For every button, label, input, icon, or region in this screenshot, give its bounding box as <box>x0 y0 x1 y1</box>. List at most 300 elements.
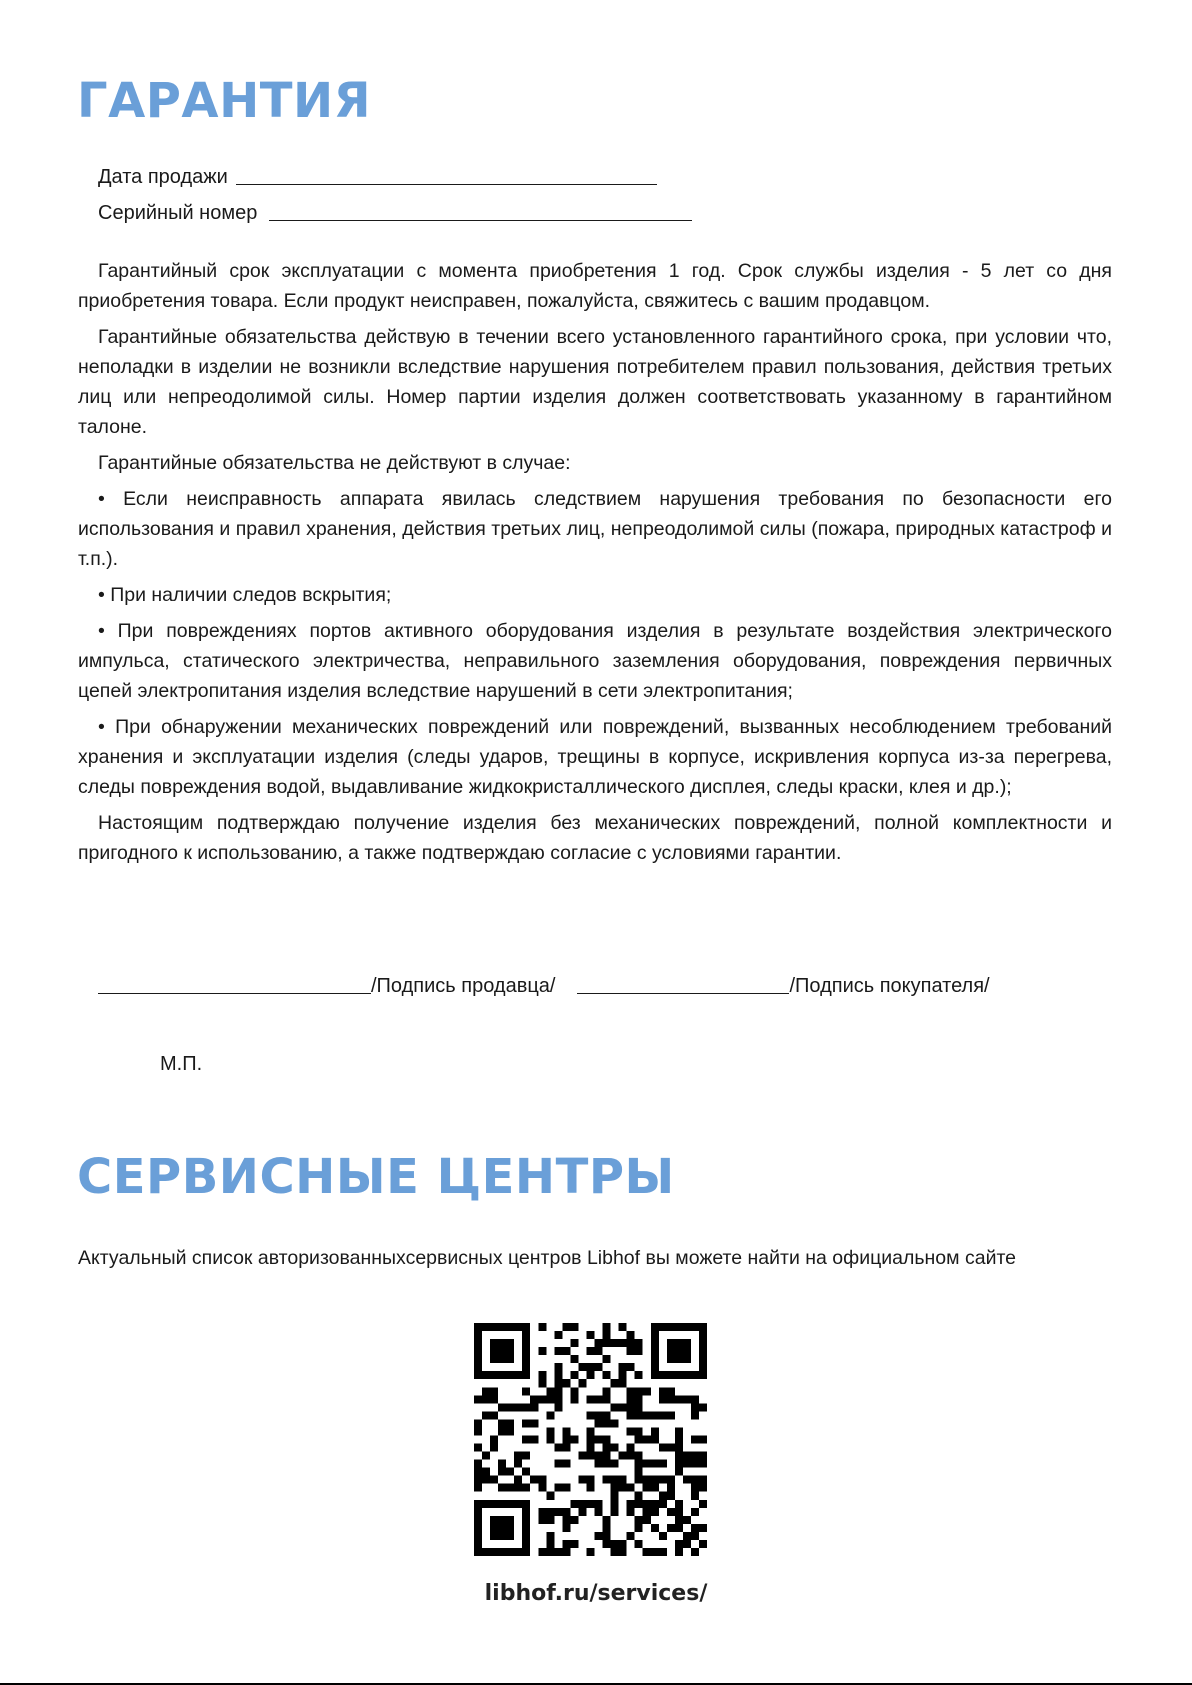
qr-module <box>562 1516 570 1524</box>
qr-module <box>522 1347 530 1355</box>
qr-module <box>595 1532 603 1540</box>
qr-module <box>514 1403 522 1411</box>
qr-module <box>554 1460 562 1468</box>
qr-module <box>603 1516 611 1524</box>
qr-module <box>482 1500 490 1508</box>
qr-module <box>506 1347 514 1355</box>
qr-module <box>635 1468 643 1476</box>
qr-module <box>667 1323 675 1331</box>
qr-module <box>506 1355 514 1363</box>
qr-module <box>562 1379 570 1387</box>
qr-module <box>683 1476 691 1484</box>
qr-module <box>538 1323 546 1331</box>
qr-module <box>490 1435 498 1443</box>
qr-module <box>651 1363 659 1371</box>
qr-module <box>699 1339 707 1347</box>
qr-module <box>595 1419 603 1427</box>
qr-module <box>522 1468 530 1476</box>
warranty-exclusion-item: • При повреждениях портов активного оборудования изделия в результате воздействия электрического импульса, статического электричества, неправильного заземления оборудования, повреждения первичных цепей электропитания изделия вследствие нарушений в сети электропитания; <box>78 620 1112 702</box>
qr-module <box>659 1411 667 1419</box>
qr-module <box>667 1355 675 1363</box>
qr-module <box>635 1403 643 1411</box>
qr-module <box>554 1403 562 1411</box>
qr-module <box>699 1371 707 1379</box>
qr-module <box>586 1435 594 1443</box>
qr-module <box>619 1339 627 1347</box>
qr-module <box>691 1395 699 1403</box>
qr-module <box>699 1331 707 1339</box>
qr-module <box>498 1403 506 1411</box>
qr-module <box>659 1444 667 1452</box>
qr-module <box>675 1452 683 1460</box>
qr-module <box>635 1371 643 1379</box>
qr-module <box>627 1452 635 1460</box>
qr-module <box>546 1427 554 1435</box>
qr-module <box>595 1500 603 1508</box>
qr-module <box>586 1411 594 1419</box>
qr-module <box>474 1524 482 1532</box>
qr-module <box>586 1331 594 1339</box>
qr-module <box>490 1395 498 1403</box>
seller-signature-label: /Подпись продавца/ <box>371 975 556 997</box>
qr-module <box>611 1508 619 1516</box>
qr-module <box>627 1532 635 1540</box>
qr-module <box>651 1347 659 1355</box>
qr-module <box>474 1355 482 1363</box>
qr-module <box>546 1548 554 1556</box>
qr-module <box>611 1492 619 1500</box>
qr-module <box>554 1444 562 1452</box>
qr-module <box>643 1387 651 1395</box>
qr-module <box>490 1323 498 1331</box>
qr-module <box>603 1460 611 1468</box>
qr-module <box>498 1460 506 1468</box>
qr-module <box>546 1492 554 1500</box>
qr-module <box>514 1548 522 1556</box>
qr-module <box>635 1411 643 1419</box>
qr-module <box>498 1484 506 1492</box>
qr-module <box>699 1460 707 1468</box>
qr-module <box>699 1347 707 1355</box>
qr-module <box>699 1355 707 1363</box>
qr-module <box>498 1323 506 1331</box>
qr-module <box>514 1500 522 1508</box>
serial-number-label: Серийный номер <box>98 202 258 224</box>
qr-module <box>482 1548 490 1556</box>
qr-module <box>522 1548 530 1556</box>
qr-module <box>474 1516 482 1524</box>
qr-module <box>554 1387 562 1395</box>
qr-module <box>651 1355 659 1363</box>
qr-module <box>683 1452 691 1460</box>
qr-module <box>619 1540 627 1548</box>
qr-module <box>603 1323 611 1331</box>
qr-module <box>554 1331 562 1339</box>
qr-module <box>522 1363 530 1371</box>
warranty-paragraph: Гарантийные обязательства не действуют в случае: <box>98 452 571 474</box>
qr-module <box>506 1371 514 1379</box>
qr-module <box>490 1347 498 1355</box>
qr-module <box>643 1435 651 1443</box>
qr-module <box>530 1403 538 1411</box>
qr-module <box>667 1387 675 1395</box>
qr-module <box>474 1444 482 1452</box>
qr-module <box>699 1323 707 1331</box>
sale-date-field <box>98 167 657 187</box>
qr-module <box>498 1548 506 1556</box>
qr-module <box>619 1548 627 1556</box>
qr-module <box>554 1395 562 1403</box>
qr-module <box>586 1444 594 1452</box>
qr-module <box>651 1484 659 1492</box>
qr-module <box>627 1387 635 1395</box>
qr-module <box>522 1371 530 1379</box>
qr-module <box>595 1347 603 1355</box>
qr-module <box>659 1492 667 1500</box>
qr-module <box>554 1371 562 1379</box>
service-url: libhof.ru/services/ <box>484 1581 708 1606</box>
sale-date-line <box>236 183 657 185</box>
qr-module <box>554 1508 562 1516</box>
qr-module <box>562 1435 570 1443</box>
qr-module <box>667 1395 675 1403</box>
qr-module <box>562 1508 570 1516</box>
qr-module <box>538 1395 546 1403</box>
qr-module <box>619 1403 627 1411</box>
qr-module <box>562 1460 570 1468</box>
qr-module <box>651 1548 659 1556</box>
qr-module <box>691 1323 699 1331</box>
qr-module <box>651 1411 659 1419</box>
qr-module <box>675 1323 683 1331</box>
qr-module <box>474 1339 482 1347</box>
service-centers-text: Актуальный список авторизованныхсервисных центров Libhof вы можете найти на официальном сайте <box>78 1247 1017 1269</box>
qr-module <box>611 1484 619 1492</box>
qr-module <box>675 1524 683 1532</box>
qr-module <box>611 1500 619 1508</box>
qr-module <box>683 1347 691 1355</box>
qr-module <box>538 1371 546 1379</box>
qr-module <box>667 1476 675 1484</box>
qr-module <box>546 1532 554 1540</box>
qr-module <box>683 1323 691 1331</box>
qr-module <box>586 1395 594 1403</box>
qr-module <box>570 1355 578 1363</box>
qr-module <box>554 1548 562 1556</box>
qr-module <box>643 1411 651 1419</box>
qr-module <box>651 1476 659 1484</box>
qr-module <box>490 1500 498 1508</box>
qr-module <box>474 1476 482 1484</box>
qr-module <box>530 1476 538 1484</box>
qr-module <box>643 1548 651 1556</box>
qr-module <box>498 1532 506 1540</box>
qr-module <box>482 1371 490 1379</box>
qr-module <box>627 1427 635 1435</box>
qr-module <box>691 1476 699 1484</box>
qr-module <box>603 1524 611 1532</box>
qr-module <box>611 1339 619 1347</box>
qr-module <box>611 1476 619 1484</box>
warranty-exclusion-item: • При обнаружении механических повреждений или повреждений, вызванных несоблюдением требований хранения и эксплуатации изделия (следы ударов, трещины в корпусе, искривления корпуса из-за перегрева, следы повреждения водой, выдавливание жидкокристаллического дисплея, следы краски, клея и др.); <box>78 716 1112 798</box>
qr-module <box>627 1484 635 1492</box>
qr-module <box>474 1331 482 1339</box>
qr-module <box>578 1379 586 1387</box>
qr-module <box>474 1347 482 1355</box>
qr-module <box>498 1347 506 1355</box>
qr-module <box>498 1524 506 1532</box>
qr-module <box>675 1508 683 1516</box>
qr-module <box>546 1411 554 1419</box>
qr-module <box>659 1323 667 1331</box>
qr-module <box>651 1508 659 1516</box>
qr-module <box>482 1395 490 1403</box>
qr-module <box>506 1484 514 1492</box>
qr-module <box>506 1339 514 1347</box>
qr-module <box>522 1355 530 1363</box>
qr-module <box>667 1347 675 1355</box>
qr-module <box>586 1347 594 1355</box>
qr-module <box>603 1411 611 1419</box>
qr-module <box>627 1339 635 1347</box>
qr-module <box>490 1387 498 1395</box>
qr-module <box>474 1460 482 1468</box>
qr-module <box>522 1484 530 1492</box>
qr-module <box>675 1540 683 1548</box>
qr-module <box>643 1508 651 1516</box>
qr-module <box>578 1452 586 1460</box>
qr-module <box>498 1339 506 1347</box>
qr-module <box>627 1444 635 1452</box>
qr-module <box>635 1492 643 1500</box>
qr-module <box>498 1500 506 1508</box>
qr-module <box>699 1452 707 1460</box>
qr-module <box>675 1395 683 1403</box>
qr-module <box>627 1508 635 1516</box>
qr-module <box>474 1500 482 1508</box>
qr-module <box>530 1435 538 1443</box>
qr-module <box>643 1516 651 1524</box>
qr-module <box>643 1484 651 1492</box>
qr-module <box>538 1476 546 1484</box>
qr-module <box>651 1339 659 1347</box>
qr-module <box>627 1363 635 1371</box>
serial-number-field <box>98 203 692 223</box>
qr-module <box>562 1444 570 1452</box>
qr-module <box>659 1476 667 1484</box>
qr-module <box>546 1516 554 1524</box>
qr-module <box>562 1347 570 1355</box>
service-centers-title: СЕРВИСНЫЕ ЦЕНТРЫ <box>77 1149 675 1205</box>
qr-module <box>627 1500 635 1508</box>
qr-module <box>667 1371 675 1379</box>
qr-module <box>546 1435 554 1443</box>
qr-module <box>659 1548 667 1556</box>
qr-module <box>635 1395 643 1403</box>
qr-module <box>691 1452 699 1460</box>
qr-module <box>667 1492 675 1500</box>
qr-module <box>522 1452 530 1460</box>
qr-module <box>474 1395 482 1403</box>
qr-module <box>651 1371 659 1379</box>
qr-module <box>586 1548 594 1556</box>
qr-module <box>675 1355 683 1363</box>
qr-module <box>635 1500 643 1508</box>
qr-module <box>474 1323 482 1331</box>
qr-module <box>482 1387 490 1395</box>
qr-module <box>570 1435 578 1443</box>
qr-module <box>474 1484 482 1492</box>
qr-module <box>578 1363 586 1371</box>
warranty-confirmation: Настоящим подтверждаю получение изделия без механических повреждений, полной комплектности и пригодного к использованию, а также подтверждаю согласие с условиями гарантии. <box>78 812 1112 864</box>
qr-module <box>522 1540 530 1548</box>
qr-module <box>659 1460 667 1468</box>
qr-module <box>635 1460 643 1468</box>
qr-module <box>506 1427 514 1435</box>
qr-module <box>474 1427 482 1435</box>
qr-module <box>474 1508 482 1516</box>
qr-module <box>683 1460 691 1468</box>
qr-module <box>675 1500 683 1508</box>
qr-module <box>490 1339 498 1347</box>
qr-module <box>482 1411 490 1419</box>
qr-module <box>667 1339 675 1347</box>
qr-module <box>498 1355 506 1363</box>
qr-module <box>538 1484 546 1492</box>
qr-module <box>586 1484 594 1492</box>
qr-module <box>498 1427 506 1435</box>
qr-module <box>699 1363 707 1371</box>
qr-module <box>506 1419 514 1427</box>
qr-module <box>675 1347 683 1355</box>
qr-module <box>490 1532 498 1540</box>
qr-module <box>522 1508 530 1516</box>
qr-module <box>691 1548 699 1556</box>
qr-module <box>538 1508 546 1516</box>
qr-module <box>522 1524 530 1532</box>
qr-module <box>635 1524 643 1532</box>
qr-module <box>506 1403 514 1411</box>
warranty-exclusion-item: • Если неисправность аппарата явилась следствием нарушения требования по безопасности его использования и правил хранения, действия третьих лиц, непреодолимой силы (пожара, природных катастроф и т.п.). <box>78 488 1112 570</box>
qr-module <box>506 1468 514 1476</box>
qr-module <box>546 1395 554 1403</box>
qr-module <box>699 1435 707 1443</box>
qr-module <box>474 1540 482 1548</box>
qr-module <box>619 1363 627 1371</box>
qr-module <box>675 1435 683 1443</box>
qr-module <box>595 1363 603 1371</box>
qr-module <box>603 1331 611 1339</box>
qr-module <box>683 1371 691 1379</box>
qr-module <box>699 1484 707 1492</box>
qr-module <box>562 1484 570 1492</box>
qr-module <box>667 1411 675 1419</box>
qr-module <box>490 1516 498 1524</box>
qr-module <box>651 1435 659 1443</box>
qr-module <box>538 1379 546 1387</box>
qr-module <box>683 1532 691 1540</box>
qr-module <box>691 1492 699 1500</box>
qr-module <box>635 1427 643 1435</box>
qr-module <box>595 1435 603 1443</box>
qr-module <box>683 1540 691 1548</box>
qr-module <box>522 1403 530 1411</box>
qr-module <box>691 1460 699 1468</box>
qr-module <box>570 1500 578 1508</box>
qr-module <box>699 1524 707 1532</box>
qr-module <box>522 1323 530 1331</box>
qr-module <box>474 1371 482 1379</box>
qr-module <box>643 1460 651 1468</box>
qr-module <box>554 1484 562 1492</box>
warranty-exclusion-item: • При наличии следов вскрытия; <box>98 584 392 606</box>
qr-module <box>627 1411 635 1419</box>
qr-module <box>586 1476 594 1484</box>
qr-module <box>506 1548 514 1556</box>
qr-module <box>635 1347 643 1355</box>
qr-module <box>570 1516 578 1524</box>
qr-module <box>667 1508 675 1516</box>
qr-module <box>482 1468 490 1476</box>
qr-module <box>506 1524 514 1532</box>
qr-module <box>578 1476 586 1484</box>
qr-module <box>506 1532 514 1540</box>
qr-module <box>595 1339 603 1347</box>
qr-module <box>570 1371 578 1379</box>
qr-module <box>667 1484 675 1492</box>
qr-module <box>667 1524 675 1532</box>
qr-module <box>570 1339 578 1347</box>
qr-module <box>474 1468 482 1476</box>
qr-module <box>619 1484 627 1492</box>
qr-module <box>490 1371 498 1379</box>
qr-module <box>635 1540 643 1548</box>
qr-module <box>691 1508 699 1516</box>
qr-module <box>691 1411 699 1419</box>
qr-module <box>490 1524 498 1532</box>
qr-module <box>514 1323 522 1331</box>
qr-module <box>546 1540 554 1548</box>
warranty-paragraph: Гарантийный срок эксплуатации с момента приобретения 1 год. Срок службы изделия - 5 лет со дня приобретения товара. Если продукт неисправен, пожалуйста, свяжитесь с вашим продавцом. <box>78 260 1112 312</box>
qr-module <box>586 1500 594 1508</box>
qr-module <box>498 1516 506 1524</box>
qr-module <box>691 1484 699 1492</box>
qr-module <box>691 1371 699 1379</box>
qr-module <box>514 1460 522 1468</box>
qr-module <box>691 1403 699 1411</box>
qr-module <box>619 1379 627 1387</box>
qr-module <box>530 1395 538 1403</box>
qr-module <box>562 1524 570 1532</box>
qr-module <box>659 1371 667 1379</box>
qr-module <box>522 1500 530 1508</box>
qr-module <box>522 1387 530 1395</box>
qr-module <box>530 1419 538 1427</box>
qr-module <box>595 1460 603 1468</box>
qr-module <box>619 1476 627 1484</box>
qr-module <box>667 1444 675 1452</box>
seller-signature-line <box>98 993 371 994</box>
qr-module <box>554 1347 562 1355</box>
qr-module <box>651 1500 659 1508</box>
qr-module <box>675 1460 683 1468</box>
qr-module <box>562 1427 570 1435</box>
qr-module <box>659 1532 667 1540</box>
buyer-signature-label: /Подпись покупателя/ <box>789 975 990 997</box>
qr-module <box>562 1548 570 1556</box>
qr-module <box>570 1387 578 1395</box>
qr-module <box>603 1476 611 1484</box>
